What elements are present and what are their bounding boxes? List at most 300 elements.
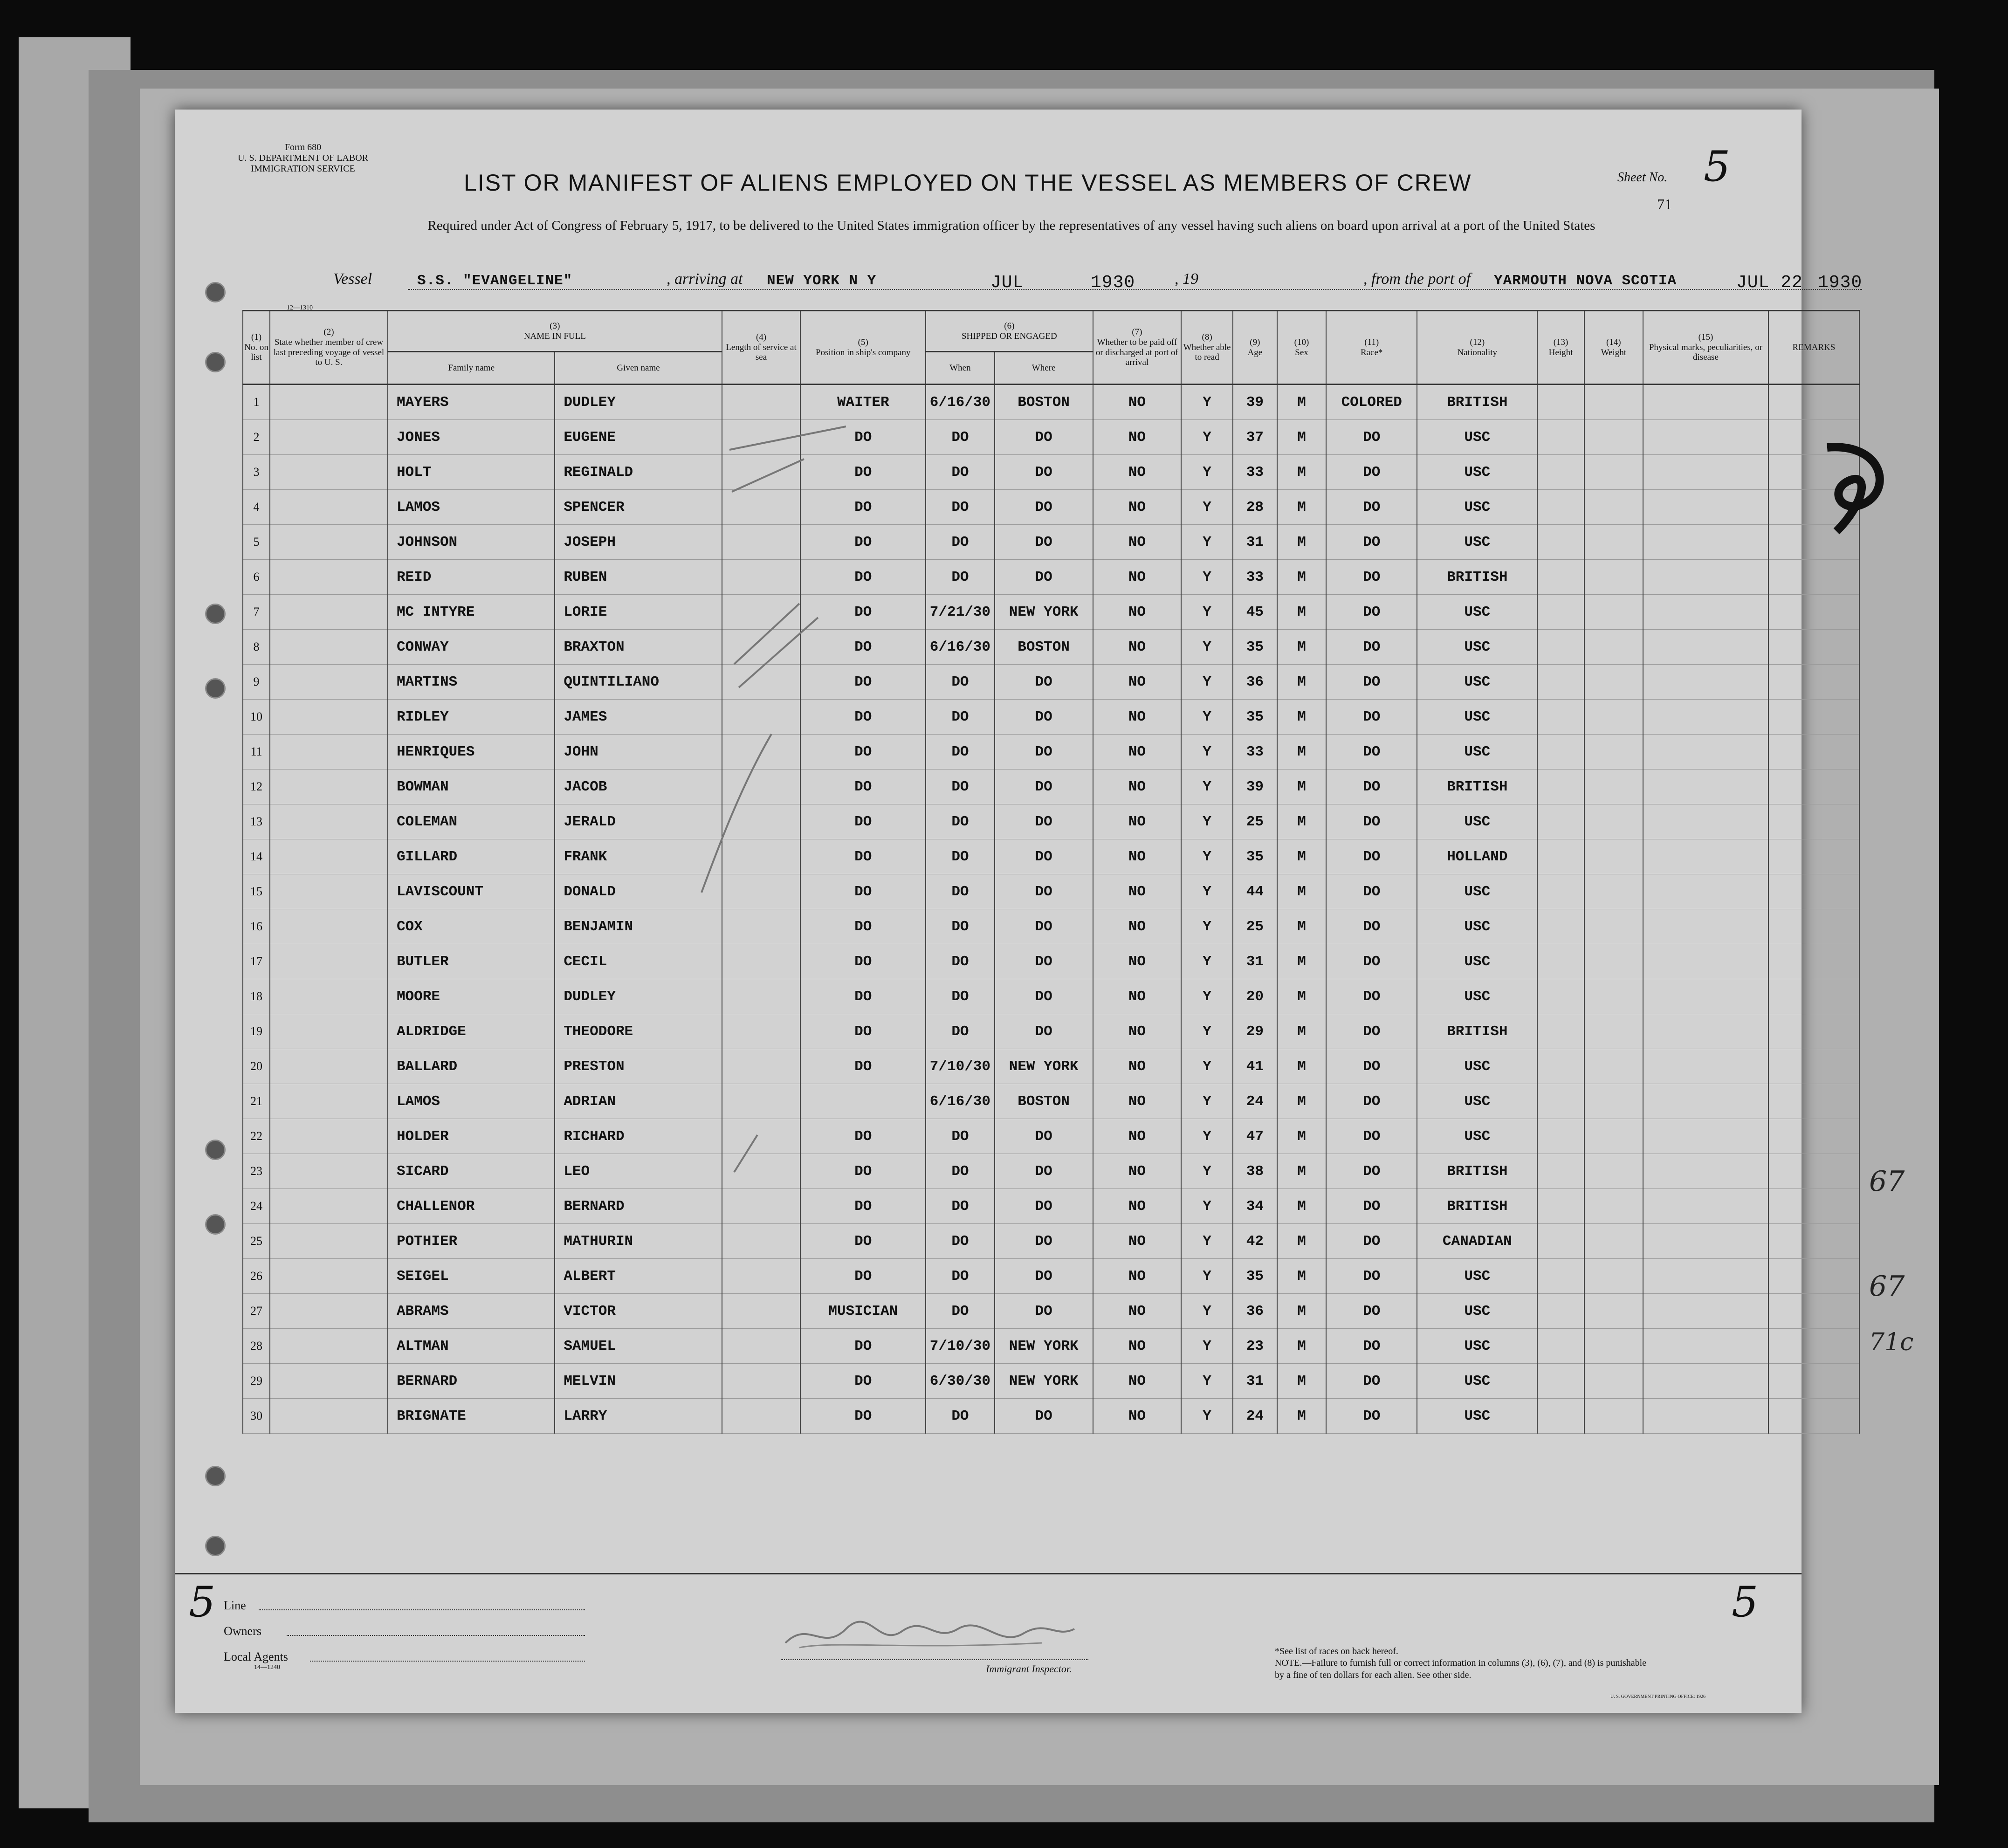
- family-name-cell: COLEMAN: [388, 804, 555, 839]
- weight-cell: [1584, 560, 1643, 595]
- table-row: [243, 874, 1859, 909]
- sex-cell: M: [1277, 1119, 1326, 1154]
- shipped-where-cell: DO: [995, 874, 1093, 909]
- weight-cell: [1584, 525, 1643, 560]
- height-cell: [1537, 769, 1584, 804]
- able-to-read-cell: Y: [1181, 595, 1233, 630]
- paid-off-cell: NO: [1093, 909, 1182, 944]
- prior-voyage-cell: [270, 874, 388, 909]
- shipped-where-cell: BOSTON: [995, 1084, 1093, 1119]
- age-cell: 35: [1233, 630, 1277, 665]
- sheet-number: 5: [1704, 142, 1731, 191]
- nationality-cell: USC: [1417, 1329, 1537, 1364]
- margin-note-2: 67: [1869, 1270, 1905, 1303]
- col-header-name: (3) NAME IN FULL: [388, 311, 722, 352]
- position-cell: DO: [800, 769, 926, 804]
- vessel-label: Vessel: [333, 270, 372, 288]
- row-number-cell: 10: [243, 700, 270, 735]
- physical-marks-cell: [1643, 1329, 1768, 1364]
- sex-cell: M: [1277, 420, 1326, 455]
- remarks-cell: [1768, 1014, 1859, 1049]
- weight-cell: [1584, 665, 1643, 700]
- weight-cell: [1584, 1014, 1643, 1049]
- remarks-cell: [1768, 1224, 1859, 1259]
- prior-voyage-cell: [270, 455, 388, 490]
- paid-off-cell: NO: [1093, 525, 1182, 560]
- shipped-where-cell: BOSTON: [995, 630, 1093, 665]
- physical-marks-cell: [1643, 769, 1768, 804]
- height-cell: [1537, 455, 1584, 490]
- family-name-cell: LAVISCOUNT: [388, 874, 555, 909]
- nationality-cell: USC: [1417, 804, 1537, 839]
- position-cell: DO: [800, 525, 926, 560]
- shipped-when-cell: DO: [926, 700, 995, 735]
- physical-marks-cell: [1643, 525, 1768, 560]
- paid-off-cell: NO: [1093, 769, 1182, 804]
- race-cell: DO: [1326, 1014, 1417, 1049]
- paid-off-cell: NO: [1093, 1294, 1182, 1329]
- paid-off-cell: NO: [1093, 420, 1182, 455]
- service-name: IMMIGRATION SERVICE: [251, 164, 355, 174]
- shipped-when-cell: DO: [926, 979, 995, 1014]
- table-row: [243, 1154, 1859, 1189]
- weight-cell: [1584, 1329, 1643, 1364]
- able-to-read-cell: Y: [1181, 1049, 1233, 1084]
- position-cell: DO: [800, 979, 926, 1014]
- remarks-cell: [1768, 769, 1859, 804]
- able-to-read-cell: Y: [1181, 944, 1233, 979]
- height-cell: [1537, 1119, 1584, 1154]
- age-cell: 47: [1233, 1119, 1277, 1154]
- row-number-cell: 18: [243, 979, 270, 1014]
- vessel-line: [333, 270, 1863, 294]
- given-name-cell: VICTOR: [555, 1294, 722, 1329]
- given-name-cell: EUGENE: [555, 420, 722, 455]
- sex-cell: M: [1277, 385, 1326, 420]
- weight-cell: [1584, 944, 1643, 979]
- prior-voyage-cell: [270, 1399, 388, 1434]
- physical-marks-cell: [1643, 560, 1768, 595]
- position-cell: DO: [800, 874, 926, 909]
- paid-off-cell: NO: [1093, 735, 1182, 769]
- age-cell: 36: [1233, 665, 1277, 700]
- paid-off-cell: NO: [1093, 1224, 1182, 1259]
- age-cell: 41: [1233, 1049, 1277, 1084]
- table-row: [243, 979, 1859, 1014]
- paid-off-cell: NO: [1093, 1014, 1182, 1049]
- nationality-cell: USC: [1417, 665, 1537, 700]
- age-cell: 35: [1233, 1259, 1277, 1294]
- row-number-cell: 28: [243, 1329, 270, 1364]
- col-header-paid-off: (7) Whether to be paid off or discharged at port of arrival: [1093, 311, 1182, 385]
- paid-off-cell: NO: [1093, 944, 1182, 979]
- family-name-cell: HENRIQUES: [388, 735, 555, 769]
- remarks-cell: [1768, 1119, 1859, 1154]
- race-cell: DO: [1326, 455, 1417, 490]
- shipped-where-cell: DO: [995, 769, 1093, 804]
- physical-marks-cell: [1643, 455, 1768, 490]
- row-number-cell: 9: [243, 665, 270, 700]
- weight-cell: [1584, 455, 1643, 490]
- row-number-cell: 22: [243, 1119, 270, 1154]
- prior-voyage-cell: [270, 1049, 388, 1084]
- nationality-cell: USC: [1417, 1119, 1537, 1154]
- requirement-text: Required under Act of Congress of February 5, 1917, to be delivered to the United States immigration officer by the representatives of any vessel having such aliens on board upon arrival at a port of the United States: [427, 218, 1595, 233]
- prior-voyage-cell: [270, 560, 388, 595]
- sex-cell: M: [1277, 1364, 1326, 1399]
- remarks-cell: [1768, 1329, 1859, 1364]
- paid-off-cell: NO: [1093, 1189, 1182, 1224]
- family-name-cell: HOLT: [388, 455, 555, 490]
- manifest-sheet: [175, 110, 1863, 1713]
- height-cell: [1537, 560, 1584, 595]
- row-number-cell: 2: [243, 420, 270, 455]
- race-cell: DO: [1326, 1294, 1417, 1329]
- sex-cell: M: [1277, 944, 1326, 979]
- given-name-cell: REGINALD: [555, 455, 722, 490]
- table-row: [243, 909, 1859, 944]
- able-to-read-cell: Y: [1181, 630, 1233, 665]
- binder-hole: [205, 352, 226, 372]
- family-name-cell: CONWAY: [388, 630, 555, 665]
- inspector-label: Immigrant Inspector.: [986, 1663, 1072, 1675]
- race-cell: DO: [1326, 420, 1417, 455]
- given-name-cell: JERALD: [555, 804, 722, 839]
- weight-cell: [1584, 1154, 1643, 1189]
- penalty-note: NOTE.—Failure to furnish full or correct information in columns (3), (6), (7), and (8) is punishable by a fine of ten dollars for each alien. See other side.: [1275, 1658, 1647, 1680]
- table-row: [243, 560, 1859, 595]
- nationality-cell: BRITISH: [1417, 385, 1537, 420]
- col-header-read: (8) Whether able to read: [1181, 311, 1233, 385]
- binder-hole: [205, 1214, 226, 1235]
- prior-voyage-cell: [270, 979, 388, 1014]
- position-cell: DO: [800, 1364, 926, 1399]
- nationality-cell: USC: [1417, 595, 1537, 630]
- prior-voyage-cell: [270, 595, 388, 630]
- nationality-cell: HOLLAND: [1417, 839, 1537, 874]
- family-name-cell: SICARD: [388, 1154, 555, 1189]
- given-name-cell: ALBERT: [555, 1259, 722, 1294]
- table-row: [243, 1119, 1859, 1154]
- given-name-cell: FRANK: [555, 839, 722, 874]
- race-cell: DO: [1326, 1049, 1417, 1084]
- shipped-when-cell: DO: [926, 804, 995, 839]
- family-name-cell: JONES: [388, 420, 555, 455]
- able-to-read-cell: Y: [1181, 490, 1233, 525]
- shipped-when-cell: DO: [926, 455, 995, 490]
- prior-voyage-cell: [270, 769, 388, 804]
- shipped-when-cell: DO: [926, 839, 995, 874]
- given-name-cell: JOHN: [555, 735, 722, 769]
- nationality-cell: USC: [1417, 1084, 1537, 1119]
- remarks-cell: [1768, 385, 1859, 420]
- weight-cell: [1584, 909, 1643, 944]
- col-header-given-name: Given name: [555, 352, 722, 385]
- race-cell: DO: [1326, 1399, 1417, 1434]
- weight-cell: [1584, 874, 1643, 909]
- arrival-year: 1930: [1091, 273, 1135, 293]
- nationality-cell: USC: [1417, 909, 1537, 944]
- given-name-cell: PRESTON: [555, 1049, 722, 1084]
- sex-cell: M: [1277, 1329, 1326, 1364]
- row-number-cell: 20: [243, 1049, 270, 1084]
- paid-off-cell: NO: [1093, 455, 1182, 490]
- prior-voyage-cell: [270, 1294, 388, 1329]
- col-header-service-length: (4) Length of service at sea: [722, 311, 801, 385]
- given-name-cell: RICHARD: [555, 1119, 722, 1154]
- prior-voyage-cell: [270, 804, 388, 839]
- height-cell: [1537, 1189, 1584, 1224]
- owners-label: Owners: [224, 1624, 261, 1638]
- given-name-cell: MELVIN: [555, 1364, 722, 1399]
- physical-marks-cell: [1643, 490, 1768, 525]
- sex-cell: M: [1277, 909, 1326, 944]
- sex-cell: M: [1277, 769, 1326, 804]
- able-to-read-cell: Y: [1181, 420, 1233, 455]
- row-number-cell: 29: [243, 1364, 270, 1399]
- age-cell: 45: [1233, 595, 1277, 630]
- shipped-where-cell: DO: [995, 1259, 1093, 1294]
- race-cell: DO: [1326, 1329, 1417, 1364]
- race-cell: DO: [1326, 909, 1417, 944]
- service-length-cell: [722, 1364, 801, 1399]
- row-number-cell: 24: [243, 1189, 270, 1224]
- able-to-read-cell: Y: [1181, 1294, 1233, 1329]
- physical-marks-cell: [1643, 1224, 1768, 1259]
- shipped-where-cell: DO: [995, 1399, 1093, 1434]
- col-header-height: (13) Height: [1537, 311, 1584, 385]
- race-cell: DO: [1326, 595, 1417, 630]
- table-row: [243, 1329, 1859, 1364]
- shipped-where-cell: DO: [995, 665, 1093, 700]
- given-name-cell: QUINTILIANO: [555, 665, 722, 700]
- sex-cell: M: [1277, 595, 1326, 630]
- physical-marks-cell: [1643, 1154, 1768, 1189]
- family-name-cell: REID: [388, 560, 555, 595]
- sex-cell: M: [1277, 979, 1326, 1014]
- service-length-cell: [722, 1259, 801, 1294]
- remarks-cell: [1768, 630, 1859, 665]
- nationality-cell: USC: [1417, 944, 1537, 979]
- table-row: [243, 1189, 1859, 1224]
- physical-marks-cell: [1643, 595, 1768, 630]
- height-cell: [1537, 1224, 1584, 1259]
- family-name-cell: MOORE: [388, 979, 555, 1014]
- age-cell: 35: [1233, 839, 1277, 874]
- family-name-cell: HOLDER: [388, 1119, 555, 1154]
- col-header-weight: (14) Weight: [1584, 311, 1643, 385]
- from-port-label: , from the port of: [1363, 270, 1471, 288]
- race-cell: DO: [1326, 804, 1417, 839]
- col-header-family-name: Family name: [388, 352, 555, 385]
- paid-off-cell: NO: [1093, 665, 1182, 700]
- col-header-when: When: [926, 352, 995, 385]
- shipped-when-cell: 7/10/30: [926, 1049, 995, 1084]
- paid-off-cell: NO: [1093, 1259, 1182, 1294]
- race-cell: DO: [1326, 1084, 1417, 1119]
- col-header-nationality: (12) Nationality: [1417, 311, 1537, 385]
- col-header-position: (5) Position in ship's company: [800, 311, 926, 385]
- race-cell: DO: [1326, 735, 1417, 769]
- given-name-cell: MATHURIN: [555, 1224, 722, 1259]
- paid-off-cell: NO: [1093, 1154, 1182, 1189]
- prior-voyage-cell: [270, 1224, 388, 1259]
- prior-voyage-cell: [270, 665, 388, 700]
- paid-off-cell: NO: [1093, 1084, 1182, 1119]
- sex-cell: M: [1277, 1224, 1326, 1259]
- remarks-cell: [1768, 1399, 1859, 1434]
- given-name-cell: CECIL: [555, 944, 722, 979]
- prior-voyage-cell: [270, 1364, 388, 1399]
- shipped-when-cell: DO: [926, 525, 995, 560]
- height-cell: [1537, 944, 1584, 979]
- position-cell: DO: [800, 1224, 926, 1259]
- sex-cell: M: [1277, 665, 1326, 700]
- race-cell: DO: [1326, 1189, 1417, 1224]
- position-cell: WAITER: [800, 385, 926, 420]
- family-name-cell: MARTINS: [388, 665, 555, 700]
- nationality-cell: USC: [1417, 735, 1537, 769]
- weight-cell: [1584, 979, 1643, 1014]
- row-number-cell: 12: [243, 769, 270, 804]
- row-number-cell: 30: [243, 1399, 270, 1434]
- prior-voyage-cell: [270, 1329, 388, 1364]
- row-number-cell: 19: [243, 1014, 270, 1049]
- height-cell: [1537, 1084, 1584, 1119]
- prior-voyage-cell: [270, 490, 388, 525]
- position-cell: DO: [800, 1259, 926, 1294]
- handwritten-number-right: 5: [1732, 1578, 1759, 1627]
- row-number-cell: 23: [243, 1154, 270, 1189]
- physical-marks-cell: [1643, 630, 1768, 665]
- sex-cell: M: [1277, 839, 1326, 874]
- age-cell: 33: [1233, 560, 1277, 595]
- remarks-cell: [1768, 944, 1859, 979]
- given-name-cell: BENJAMIN: [555, 909, 722, 944]
- race-cell: DO: [1326, 979, 1417, 1014]
- age-cell: 31: [1233, 1364, 1277, 1399]
- remarks-cell: [1768, 560, 1859, 595]
- age-cell: 23: [1233, 1329, 1277, 1364]
- race-cell: DO: [1326, 560, 1417, 595]
- given-name-cell: JOSEPH: [555, 525, 722, 560]
- given-name-cell: RUBEN: [555, 560, 722, 595]
- prior-voyage-cell: [270, 1154, 388, 1189]
- age-cell: 37: [1233, 420, 1277, 455]
- race-cell: DO: [1326, 1224, 1417, 1259]
- shipped-where-cell: DO: [995, 1154, 1093, 1189]
- sheet-label: Sheet No.: [1617, 170, 1668, 185]
- position-cell: DO: [800, 804, 926, 839]
- height-cell: [1537, 804, 1584, 839]
- shipped-when-cell: DO: [926, 909, 995, 944]
- physical-marks-cell: [1643, 909, 1768, 944]
- prior-voyage-cell: [270, 1014, 388, 1049]
- age-cell: 33: [1233, 735, 1277, 769]
- nationality-cell: BRITISH: [1417, 560, 1537, 595]
- race-cell: DO: [1326, 700, 1417, 735]
- height-cell: [1537, 909, 1584, 944]
- given-name-cell: BRAXTON: [555, 630, 722, 665]
- physical-marks-cell: [1643, 1189, 1768, 1224]
- binder-hole: [205, 678, 226, 699]
- table-row: [243, 630, 1859, 665]
- nationality-cell: USC: [1417, 420, 1537, 455]
- paid-off-cell: NO: [1093, 804, 1182, 839]
- given-name-cell: DUDLEY: [555, 979, 722, 1014]
- weight-cell: [1584, 769, 1643, 804]
- row-number-cell: 13: [243, 804, 270, 839]
- weight-cell: [1584, 1294, 1643, 1329]
- arrival-month: JUL: [990, 273, 1024, 293]
- shipped-when-cell: DO: [926, 769, 995, 804]
- shipped-where-cell: DO: [995, 490, 1093, 525]
- binder-hole: [205, 604, 226, 624]
- col-header-shipped: (6) SHIPPED OR ENGAGED: [926, 311, 1093, 352]
- sex-cell: M: [1277, 1189, 1326, 1224]
- binder-hole: [205, 1140, 226, 1160]
- prior-voyage-cell: [270, 385, 388, 420]
- shipped-where-cell: DO: [995, 455, 1093, 490]
- nationality-cell: USC: [1417, 1399, 1537, 1434]
- age-cell: 39: [1233, 769, 1277, 804]
- able-to-read-cell: Y: [1181, 1329, 1233, 1364]
- shipped-where-cell: DO: [995, 1294, 1093, 1329]
- paid-off-cell: NO: [1093, 560, 1182, 595]
- table-row: [243, 769, 1859, 804]
- remarks-cell: [1768, 1154, 1859, 1189]
- race-cell: DO: [1326, 1259, 1417, 1294]
- shipped-where-cell: DO: [995, 525, 1093, 560]
- remarks-cell: [1768, 804, 1859, 839]
- sex-cell: M: [1277, 525, 1326, 560]
- nationality-cell: USC: [1417, 874, 1537, 909]
- form-code: 12—1310: [287, 304, 313, 311]
- able-to-read-cell: Y: [1181, 839, 1233, 874]
- shipped-when-cell: DO: [926, 490, 995, 525]
- shipped-when-cell: DO: [926, 665, 995, 700]
- weight-cell: [1584, 630, 1643, 665]
- table-row: [243, 944, 1859, 979]
- remarks-cell: [1768, 909, 1859, 944]
- margin-swirl-mark: [1809, 433, 1902, 545]
- age-cell: 35: [1233, 700, 1277, 735]
- physical-marks-cell: [1643, 944, 1768, 979]
- shipped-where-cell: DO: [995, 1189, 1093, 1224]
- age-cell: 38: [1233, 1154, 1277, 1189]
- height-cell: [1537, 1294, 1584, 1329]
- nationality-cell: BRITISH: [1417, 769, 1537, 804]
- family-name-cell: BERNARD: [388, 1364, 555, 1399]
- physical-marks-cell: [1643, 385, 1768, 420]
- height-cell: [1537, 979, 1584, 1014]
- given-name-cell: SAMUEL: [555, 1329, 722, 1364]
- table-row: [243, 1224, 1859, 1259]
- physical-marks-cell: [1643, 979, 1768, 1014]
- shipped-when-cell: DO: [926, 1224, 995, 1259]
- table-row: [243, 1364, 1859, 1399]
- position-cell: DO: [800, 700, 926, 735]
- sex-cell: M: [1277, 1294, 1326, 1329]
- weight-cell: [1584, 1189, 1643, 1224]
- shipped-where-cell: DO: [995, 735, 1093, 769]
- nationality-cell: USC: [1417, 630, 1537, 665]
- family-name-cell: BRIGNATE: [388, 1399, 555, 1434]
- given-name-cell: SPENCER: [555, 490, 722, 525]
- race-cell: DO: [1326, 1119, 1417, 1154]
- table-row: [243, 839, 1859, 874]
- table-row: [243, 665, 1859, 700]
